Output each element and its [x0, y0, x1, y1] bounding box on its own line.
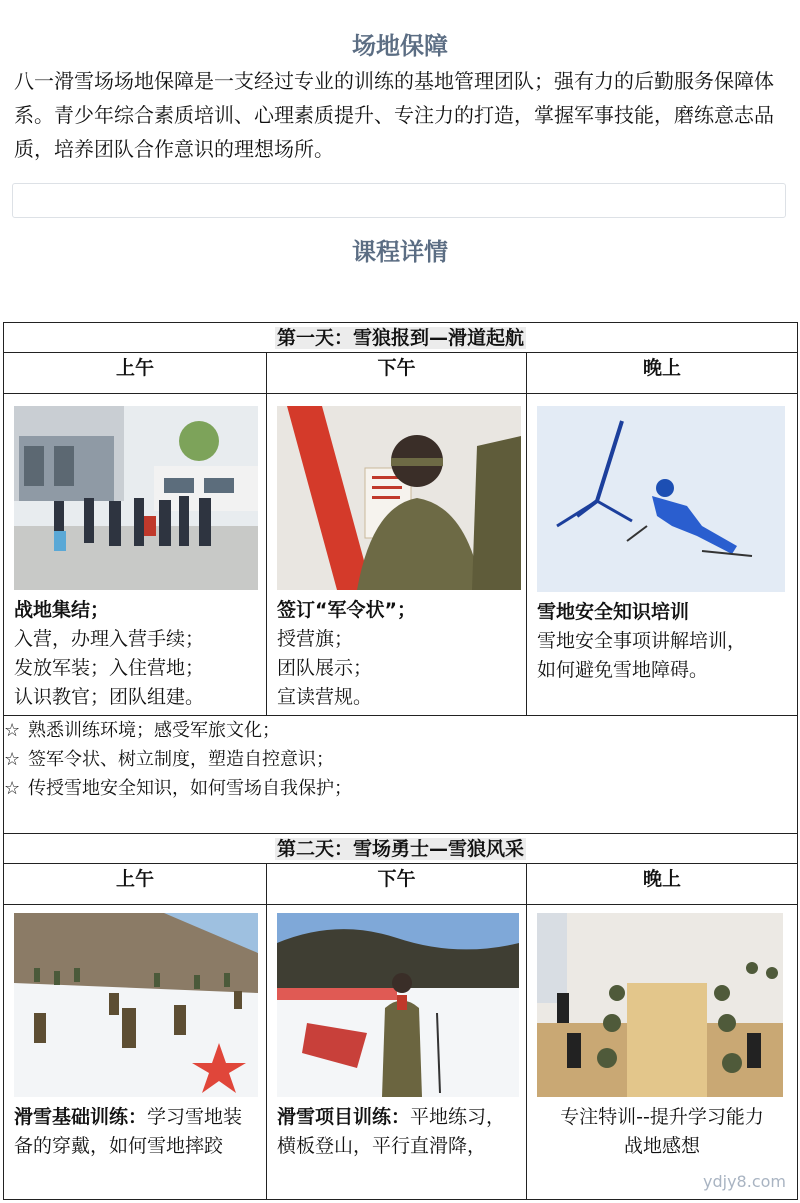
section-title-course: 课程详情 [352, 238, 448, 266]
day1-title: 第一天：雪狼报到—滑道起航 [277, 327, 525, 349]
day2-morning-cell [4, 905, 267, 1200]
empty-box [12, 183, 786, 218]
objective-text: 熟悉训练环境；感受军旅文化； [28, 720, 280, 741]
day1-evening-line1: 雪地安全事项讲解培训， [537, 630, 747, 652]
day2-afternoon-heading: 滑雪项目训练： [277, 1106, 411, 1128]
day1-afternoon-heading: 签订“军令状”； [277, 599, 416, 621]
watermark: ydjy8.com [703, 1172, 786, 1191]
day2-afternoon-text: 平地练习，横板登山，平行直滑降， [277, 1106, 506, 1157]
objective-item [4, 745, 797, 774]
day2-morning-heading: 滑雪基础训练： [14, 1106, 148, 1128]
ski-project-photo [277, 913, 519, 1097]
day1-header-morning: 上午 [4, 353, 267, 394]
day2-header-evening: 晚上 [527, 864, 798, 905]
day2-title: 第二天：雪场勇士—雪狼风采 [277, 838, 525, 860]
day2-evening-cell [527, 905, 798, 1200]
day1-header-afternoon: 下午 [267, 353, 527, 394]
day2-afternoon-cell [267, 905, 527, 1200]
star-icon: ☆ [4, 749, 21, 770]
skier-photo [537, 406, 785, 592]
day2-evening-line2: 战地感想 [624, 1135, 701, 1157]
day1-morning-cell [4, 394, 267, 716]
star-icon: ☆ [4, 778, 21, 799]
objective-text: 传授雪地安全知识，如何雪场自我保护； [28, 778, 352, 799]
signing-photo [277, 406, 521, 590]
day2-title-cell [4, 834, 798, 864]
day2-header-afternoon: 下午 [267, 864, 527, 905]
day1-afternoon-cell [267, 394, 527, 716]
day1-afternoon-line3: 宣读营规。 [277, 686, 373, 708]
study-room-photo [537, 913, 783, 1097]
day1-morning-line2: 发放军装；入住营地； [14, 657, 205, 679]
ski-training-photo [14, 913, 258, 1097]
day1-afternoon-line1: 授营旗； [277, 628, 354, 650]
day1-afternoon-line2: 团队展示； [277, 657, 373, 679]
day1-morning-heading: 战地集结； [14, 599, 110, 621]
intro-paragraph: 八一滑雪场场地保障是一支经过专业的训练的基地管理团队；强有力的后勤服务保障体系。青少年综合素质培训、心理素质提升、专注力的打造，掌握军事技能，磨练意志品质，培养团队合作意识的理想场所。 [14, 69, 774, 161]
day1-evening-line2: 如何避免雪地障碍。 [537, 659, 709, 681]
day1-header-evening: 晚上 [527, 353, 798, 394]
day1-morning-line3: 认识教官；团队组建。 [14, 686, 205, 708]
objective-item [4, 774, 797, 803]
assembly-photo [14, 406, 258, 590]
day1-morning-line1: 入营，办理入营手续； [14, 628, 205, 650]
day1-objectives [4, 716, 798, 834]
day2-morning-text: 学习雪地装备的穿戴，如何雪地摔跤 [14, 1106, 243, 1157]
objective-text: 签军令状、树立制度，塑造自控意识； [28, 749, 334, 770]
day1-evening-heading: 雪地安全知识培训 [537, 601, 690, 623]
section-title-venue: 场地保障 [352, 32, 448, 60]
day1-title-cell [4, 323, 798, 353]
day2-evening-line1: 专注特训--提升学习能力 [560, 1106, 764, 1128]
objective-item [4, 716, 797, 745]
day2-header-morning: 上午 [4, 864, 267, 905]
day1-evening-cell [527, 394, 798, 716]
star-icon: ☆ [4, 720, 21, 741]
course-table [3, 322, 798, 1200]
